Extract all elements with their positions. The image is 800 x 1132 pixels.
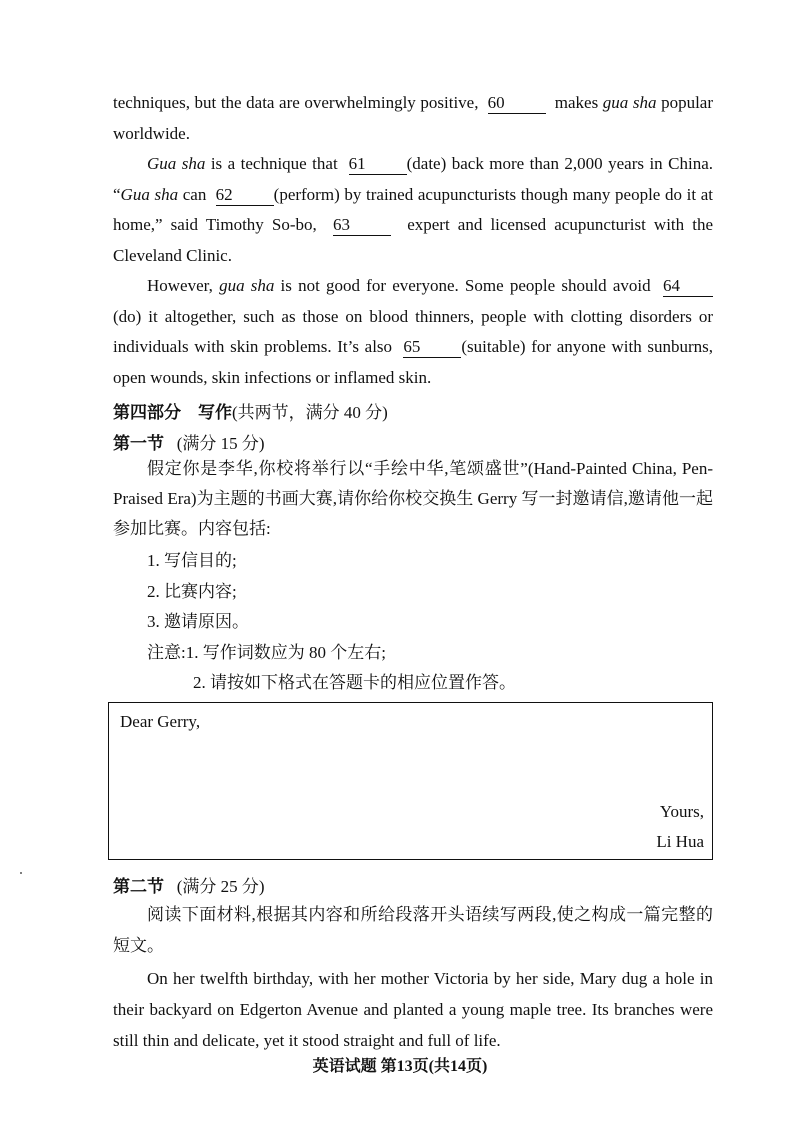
text-run: (suitable) for anyone with sunburns, open wounds, skin infections or inflamed skin. — [113, 337, 713, 387]
blank-62: 62 — [216, 185, 274, 206]
section1-title: 第一节 — [113, 434, 164, 453]
letter-closing: Yours, — [659, 802, 704, 821]
scan-speck — [20, 872, 22, 874]
section1-heading — [113, 429, 265, 454]
gua-sha-italic: Gua sha — [147, 154, 206, 173]
letter-salutation: Dear Gerry, — [120, 712, 201, 731]
section1-note: (满分 15 分) — [176, 434, 265, 453]
gua-sha-italic: Gua sha — [120, 184, 179, 204]
content-item-1: 1. 写信目的; — [147, 551, 237, 570]
gua-sha-italic: gua sha — [219, 276, 275, 295]
text-run: expert and licensed acupuncturist with the Cleveland Clinic. — [113, 215, 714, 265]
reading-paragraph-3 — [113, 271, 713, 393]
blank-65: 65 — [403, 337, 461, 358]
note-line-1: 注意:1. 写作词数应为 80 个左右; — [147, 643, 386, 662]
text-run: makes — [554, 93, 603, 112]
section2-heading — [113, 872, 265, 897]
blank-61: 61 — [349, 154, 407, 175]
text-run: is not good for everyone. Some people should avoid — [274, 276, 651, 295]
blank-60: 60 — [488, 93, 546, 114]
part4-heading — [113, 398, 388, 423]
text-run: can — [178, 184, 207, 204]
content-item-3: 3. 邀请原因。 — [147, 612, 249, 631]
content-item-2: 2. 比赛内容; — [147, 582, 237, 601]
gua-sha-italic: gua sha — [602, 93, 657, 112]
letter-answer-box — [108, 702, 713, 860]
section1-prompt: 假定你是李华,你校将举行以“手绘中华,笔颂盛世”(Hand-Painted China, Pen-Praised Era)为主题的书画大赛,请你给你校交换生 Gerry 写一封邀请信,邀请他一起参加比赛。内容包括: — [113, 459, 713, 538]
section2-note: (满分 25 分) — [176, 877, 265, 896]
story-paragraph: On her twelfth birthday, with her mother Victoria by her side, Mary dug a hole in their backyard on Edgerton Avenue and planted a young maple tree. Its branches were still thin and delicate, yet it stood straight and full of life. — [113, 969, 713, 1050]
part4-note: (共两节，满分 40 分) — [232, 403, 388, 422]
letter-signature: Li Hua — [656, 832, 704, 851]
reading-paragraph-1 — [113, 88, 713, 149]
text-run: popular worldwide. — [113, 93, 714, 143]
text-run: (perform) by trained acupuncturists though many people do it at home,” said Timothy So-bo, — [113, 184, 713, 234]
text-run: However, — [147, 276, 220, 295]
blank-63: 63 — [333, 215, 391, 236]
part4-title: 第四部分 写作 — [113, 403, 232, 422]
note-line-2: 2. 请按如下格式在答题卡的相应位置作答。 — [193, 673, 516, 692]
section2-title: 第二节 — [113, 877, 164, 896]
page-footer: 英语试题 第13页(共14页) — [312, 1058, 488, 1075]
reading-paragraph-2 — [113, 149, 713, 271]
blank-64: 64 — [663, 276, 713, 297]
text-run: is a technique that — [205, 154, 338, 173]
text-run: (date) back more than 2,000 years in China. “ — [113, 154, 713, 204]
section2-prompt: 阅读下面材料,根据其内容和所给段落开头语续写两段,使之构成一篇完整的短文。 — [113, 905, 713, 955]
text-run: techniques, but the data are overwhelmingly positive, — [113, 93, 479, 112]
text-run: (do) it altogether, such as those on blood thinners, people with clotting disorders or individuals with skin problems. It’s also — [113, 306, 713, 356]
